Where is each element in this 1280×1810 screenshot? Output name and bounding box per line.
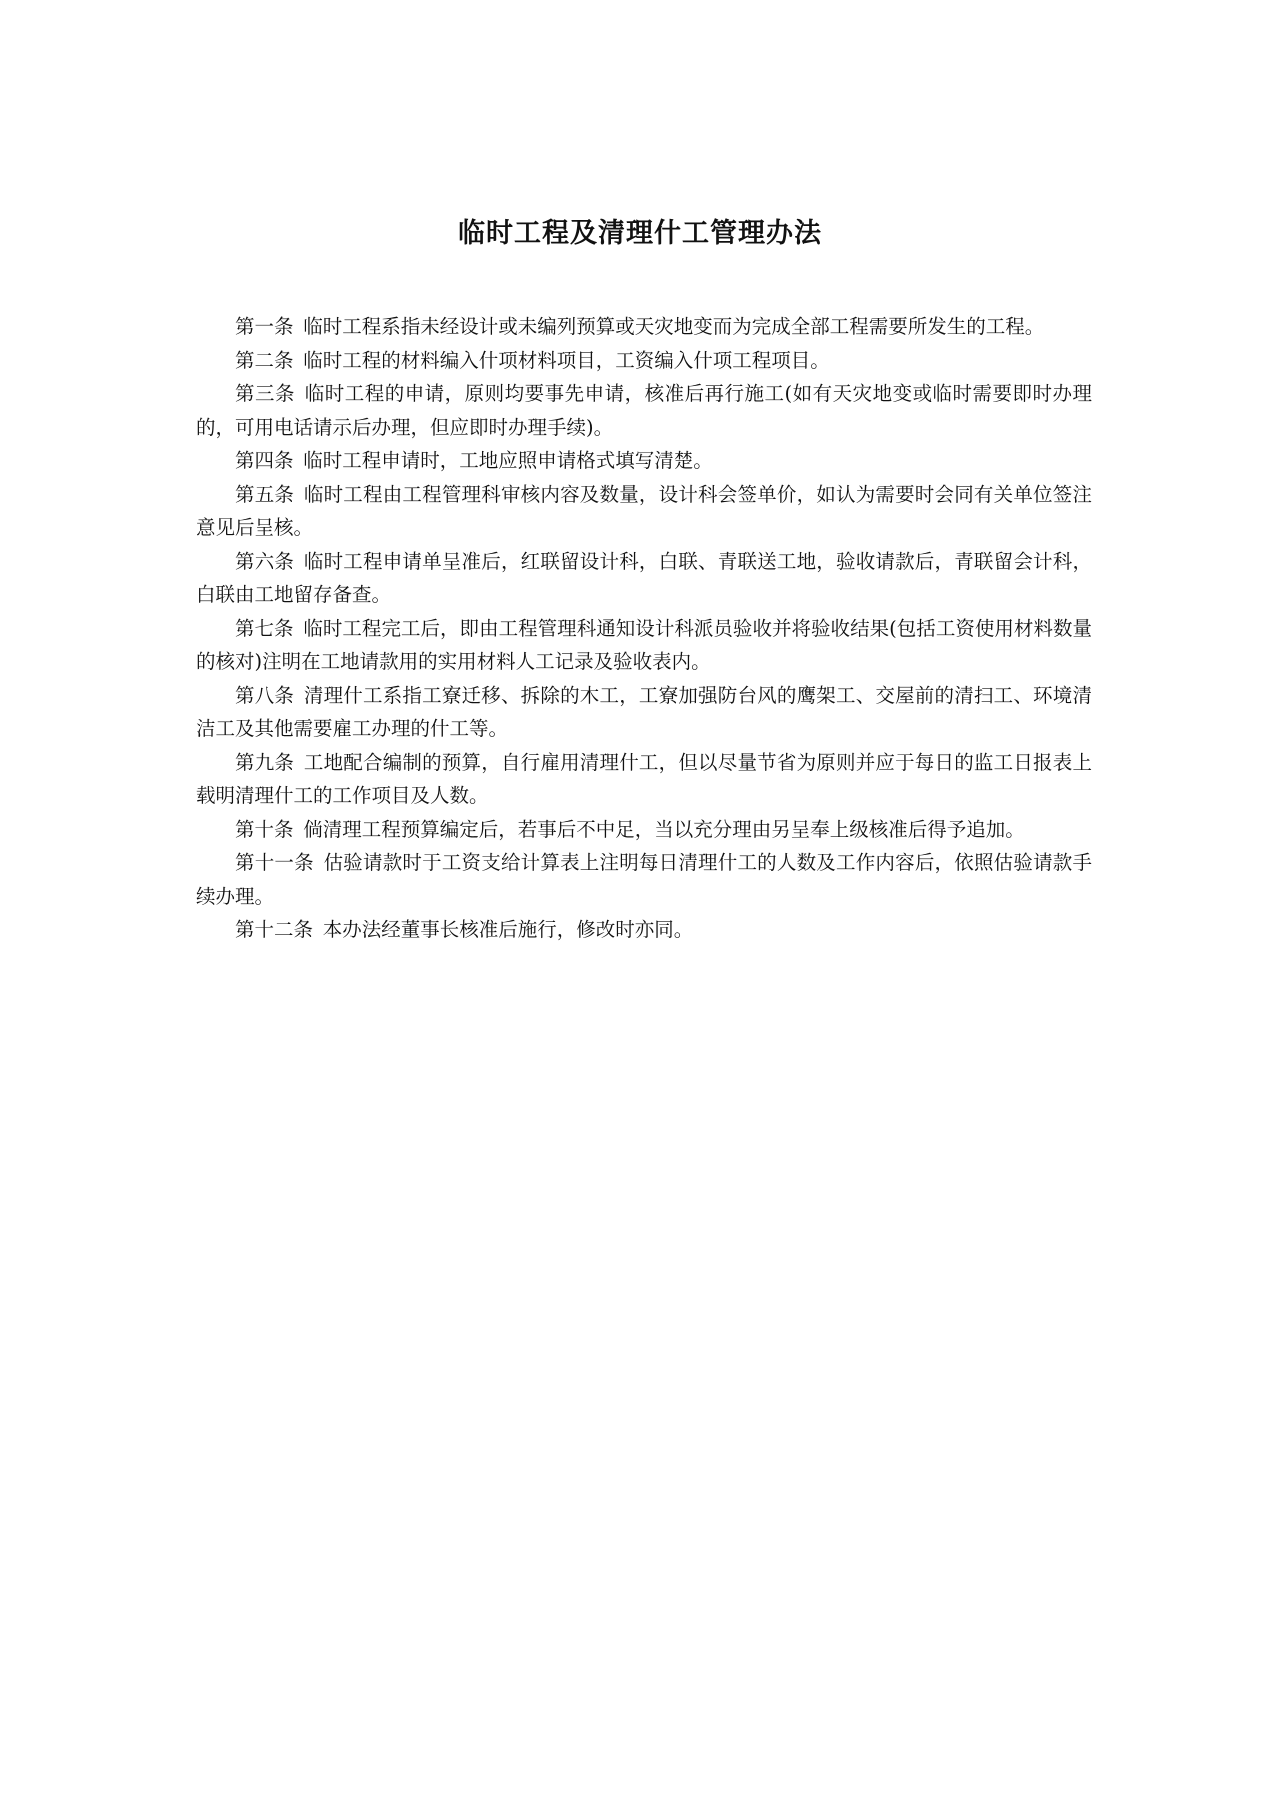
article-8: [196, 679, 1092, 746]
article-6: [196, 545, 1092, 612]
article-text: 临时工程由工程管理科审核内容及数量，设计科会签单价，如认为需要时会同有关单位签注意见后呈核。: [196, 482, 1092, 539]
article-3: [196, 377, 1092, 444]
article-text: 估验请款时于工资支给计算表上注明每日清理什工的人数及工作内容后，依照估验请款手续办理。: [196, 851, 1092, 908]
article-text: 本办法经董事长核准后施行，修改时亦同。: [322, 918, 694, 941]
article-7: [196, 612, 1092, 679]
article-text: 临时工程系指未经设计或未编列预算或天灾地变而为完成全部工程需要所发生的工程。: [303, 315, 1045, 338]
document-body: [196, 310, 1092, 947]
article-text: 临时工程完工后，即由工程管理科通知设计科派员验收并将验收结果(包括工资使用材料数量的核对)注明在工地请款用的实用材料人工记录及验收表内。: [196, 616, 1092, 673]
article-text: 工地配合编制的预算，自行雇用清理什工，但以尽量节省为原则并应于每日的监工日报表上载明清理什工的工作项目及人数。: [196, 750, 1092, 807]
article-number: 第十一条: [235, 851, 314, 874]
article-4: [196, 444, 1092, 478]
article-number: 第十二条: [235, 918, 314, 941]
article-9: [196, 746, 1092, 813]
document-title: 临时工程及清理什工管理办法: [458, 218, 822, 250]
article-number: 第七条: [235, 616, 294, 640]
article-number: 第九条: [235, 750, 295, 774]
article-text: 临时工程的申请，原则均要事先申请，核准后再行施工(如有天灾地变或临时需要即时办理的，可用电话请示后办理，但应即时办理手续)。: [196, 382, 1092, 439]
article-1: [196, 310, 1092, 344]
article-text: 临时工程申请时，工地应照申请格式填写清楚。: [303, 449, 713, 472]
article-11: [196, 846, 1092, 913]
article-number: 第一条: [235, 315, 294, 338]
article-10: [196, 813, 1092, 847]
article-number: 第八条: [235, 683, 295, 707]
article-text: 倘清理工程预算编定后，若事后不中足，当以充分理由另呈奉上级核准后得予追加。: [303, 817, 1025, 841]
article-text: 临时工程的材料编入什项材料项目，工资编入什项工程项目。: [303, 348, 830, 372]
article-12: [196, 913, 1092, 947]
article-text: 临时工程申请单呈准后，红联留设计科，白联、青联送工地，验收请款后，青联留会计科，白联由工地留存备查。: [196, 549, 1092, 606]
article-5: [196, 478, 1092, 545]
article-number: 第二条: [235, 348, 294, 372]
article-number: 第六条: [235, 549, 295, 573]
article-number: 第五条: [235, 482, 295, 506]
article-2: [196, 344, 1092, 378]
article-number: 第四条: [235, 449, 294, 472]
article-text: 清理什工系指工寮迁移、拆除的木工，工寮加强防台风的鹰架工、交屋前的清扫工、环境清洁工及其他需要雇工办理的什工等。: [196, 683, 1092, 740]
article-number: 第三条: [235, 382, 295, 405]
article-number: 第十条: [235, 817, 294, 841]
